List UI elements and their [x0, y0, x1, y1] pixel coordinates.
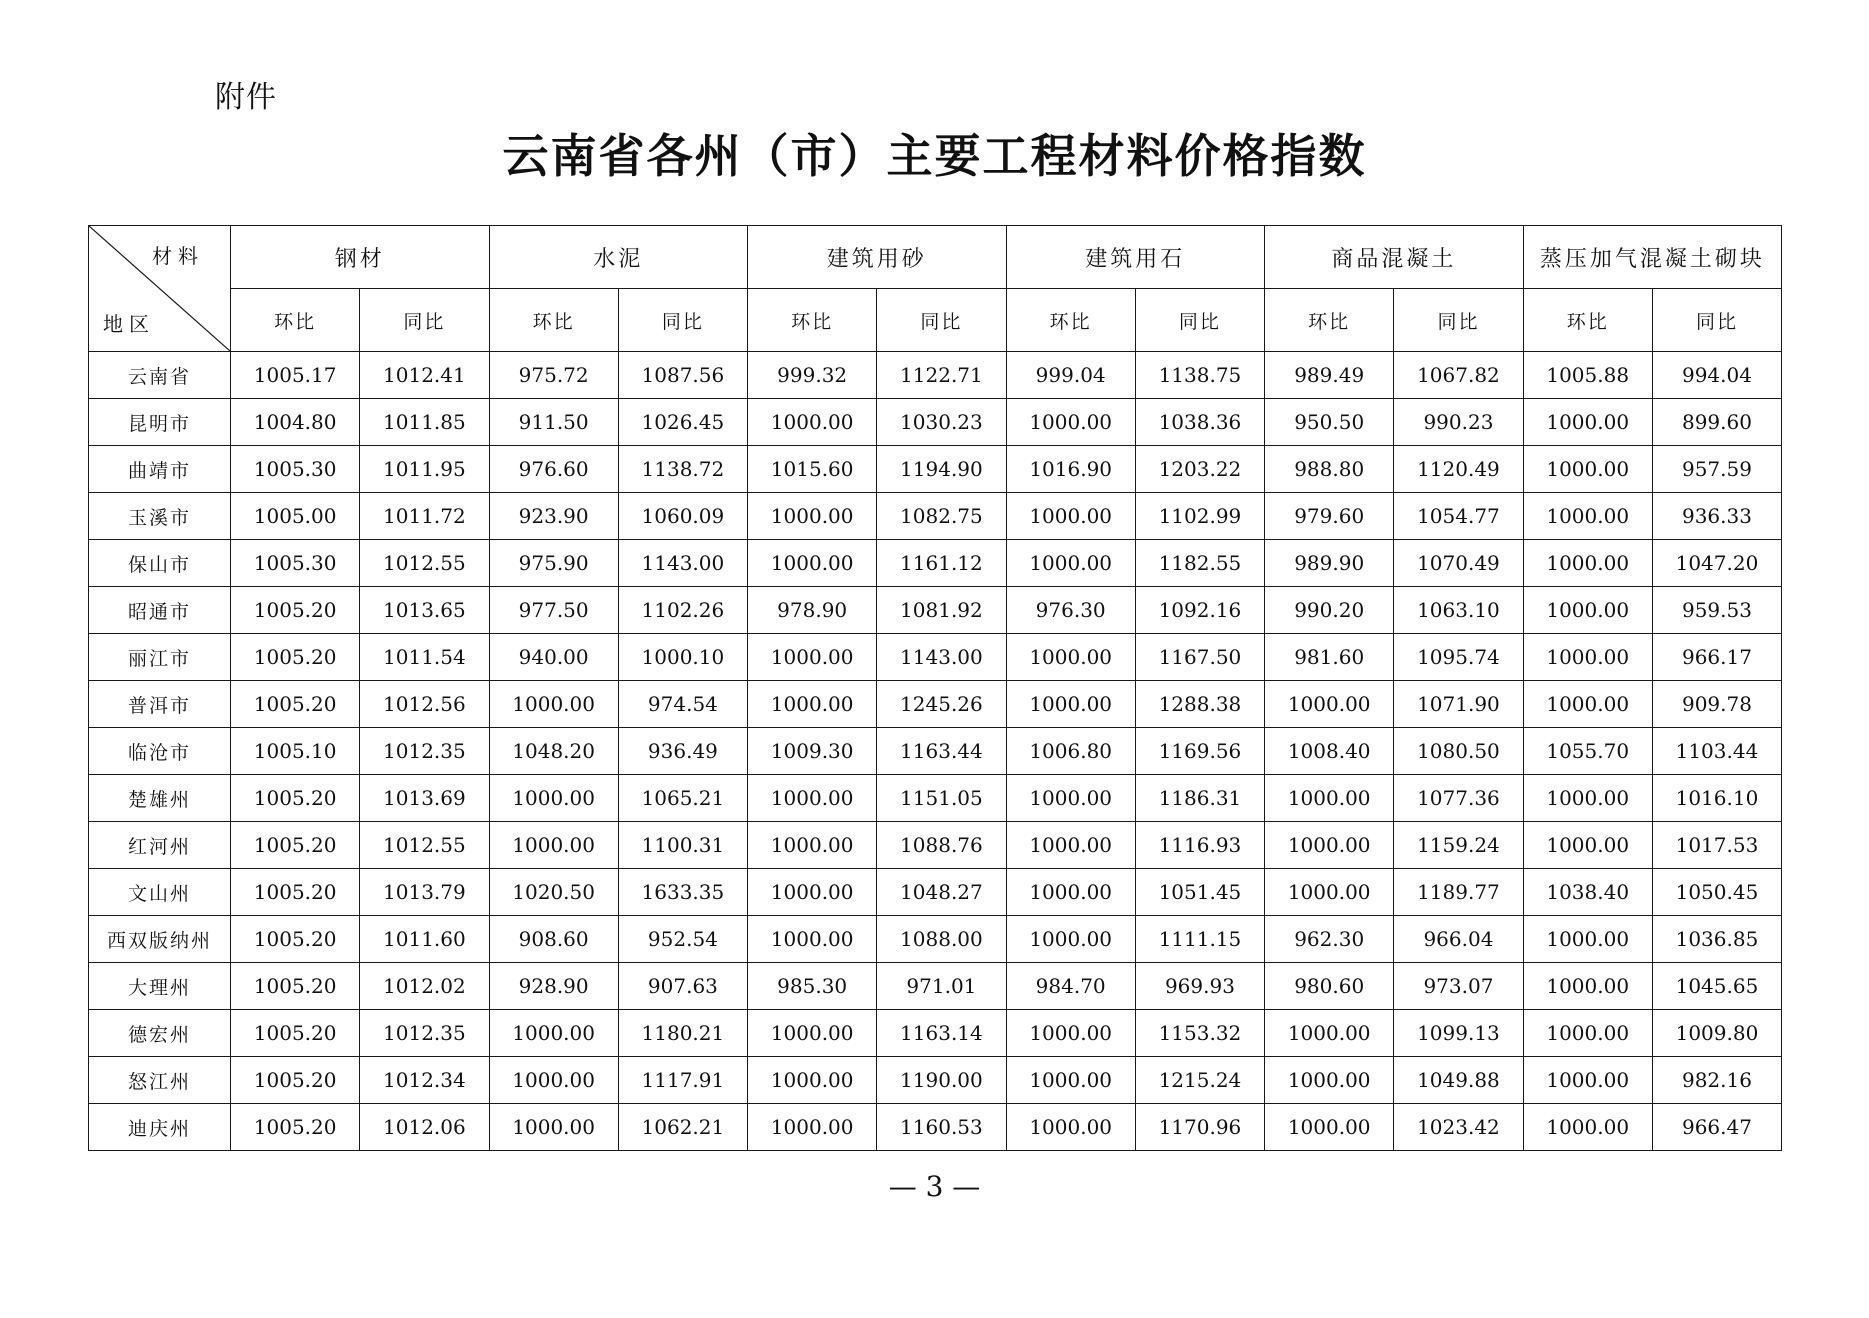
sub-header-mom: 环比: [748, 289, 877, 352]
index-value-cell: 1009.80: [1652, 1010, 1781, 1057]
index-value-cell: 1000.00: [1265, 1057, 1394, 1104]
corner-label-region: 地区: [103, 312, 155, 336]
index-value-cell: 1005.88: [1523, 352, 1652, 399]
index-value-cell: 1071.90: [1394, 681, 1523, 728]
region-cell: 怒江州: [89, 1057, 231, 1104]
index-value-cell: 1000.00: [1006, 1010, 1135, 1057]
index-value-cell: 1000.00: [1523, 916, 1652, 963]
index-value-cell: 1005.00: [231, 493, 360, 540]
index-value-cell: 974.54: [618, 681, 747, 728]
index-value-cell: 909.78: [1652, 681, 1781, 728]
index-value-cell: 1005.20: [231, 775, 360, 822]
index-value-cell: 940.00: [489, 634, 618, 681]
index-value-cell: 1000.00: [1523, 446, 1652, 493]
region-cell: 普洱市: [89, 681, 231, 728]
index-value-cell: 1633.35: [618, 869, 747, 916]
index-value-cell: 975.90: [489, 540, 618, 587]
index-value-cell: 1189.77: [1394, 869, 1523, 916]
index-value-cell: 966.04: [1394, 916, 1523, 963]
index-value-cell: 1013.69: [360, 775, 489, 822]
index-value-cell: 1000.00: [748, 399, 877, 446]
index-value-cell: 1100.31: [618, 822, 747, 869]
index-value-cell: 899.60: [1652, 399, 1781, 446]
index-value-cell: 1122.71: [877, 352, 1006, 399]
region-cell: 迪庆州: [89, 1104, 231, 1151]
index-value-cell: 1062.21: [618, 1104, 747, 1151]
region-cell: 德宏州: [89, 1010, 231, 1057]
index-value-cell: 1012.34: [360, 1057, 489, 1104]
index-value-cell: 959.53: [1652, 587, 1781, 634]
index-value-cell: 1167.50: [1135, 634, 1264, 681]
index-value-cell: 1159.24: [1394, 822, 1523, 869]
index-value-cell: 985.30: [748, 963, 877, 1010]
index-value-cell: 1000.00: [1006, 869, 1135, 916]
corner-label-material: 材料: [152, 244, 204, 268]
index-value-cell: 1138.75: [1135, 352, 1264, 399]
index-value-cell: 980.60: [1265, 963, 1394, 1010]
index-value-cell: 1012.55: [360, 540, 489, 587]
table-row: [89, 352, 1782, 399]
index-value-cell: 1000.00: [489, 1104, 618, 1151]
table-row: [89, 446, 1782, 493]
index-value-cell: 952.54: [618, 916, 747, 963]
table-row: [89, 587, 1782, 634]
index-value-cell: 981.60: [1265, 634, 1394, 681]
index-value-cell: 1082.75: [877, 493, 1006, 540]
index-value-cell: 1194.90: [877, 446, 1006, 493]
index-value-cell: 1005.20: [231, 822, 360, 869]
page-number: — 3 —: [888, 1170, 981, 1203]
index-value-cell: 978.90: [748, 587, 877, 634]
index-value-cell: 1015.60: [748, 446, 877, 493]
index-value-cell: 1099.13: [1394, 1010, 1523, 1057]
header-material-sand: 建筑用砂: [748, 226, 1007, 289]
table-row: [89, 399, 1782, 446]
index-value-cell: 1000.00: [1265, 822, 1394, 869]
index-value-cell: 1117.91: [618, 1057, 747, 1104]
index-value-cell: 1011.54: [360, 634, 489, 681]
index-value-cell: 1012.41: [360, 352, 489, 399]
index-value-cell: 1000.00: [1265, 1104, 1394, 1151]
index-value-cell: 1163.44: [877, 728, 1006, 775]
index-value-cell: 1012.56: [360, 681, 489, 728]
region-cell: 大理州: [89, 963, 231, 1010]
index-value-cell: 1045.65: [1652, 963, 1781, 1010]
sub-header-mom: 环比: [1523, 289, 1652, 352]
sub-header-yoy: 同比: [877, 289, 1006, 352]
index-value-cell: 1000.00: [1523, 963, 1652, 1010]
index-value-cell: 1060.09: [618, 493, 747, 540]
table-row: [89, 728, 1782, 775]
sub-header-yoy: 同比: [1394, 289, 1523, 352]
index-value-cell: 1000.00: [489, 822, 618, 869]
index-value-cell: 977.50: [489, 587, 618, 634]
region-cell: 文山州: [89, 869, 231, 916]
index-value-cell: 1000.00: [748, 634, 877, 681]
index-value-cell: 1009.30: [748, 728, 877, 775]
index-value-cell: 1011.85: [360, 399, 489, 446]
region-cell: 昆明市: [89, 399, 231, 446]
index-value-cell: 1049.88: [1394, 1057, 1523, 1104]
index-value-cell: 1065.21: [618, 775, 747, 822]
index-value-cell: 1000.00: [1006, 775, 1135, 822]
index-value-cell: 1000.00: [1006, 916, 1135, 963]
index-value-cell: 1000.00: [1006, 822, 1135, 869]
index-value-cell: 1000.00: [1523, 1104, 1652, 1151]
index-value-cell: 1169.56: [1135, 728, 1264, 775]
index-value-cell: 1000.00: [748, 869, 877, 916]
index-value-cell: 1012.35: [360, 728, 489, 775]
index-value-cell: 1004.80: [231, 399, 360, 446]
index-value-cell: 1000.00: [1265, 869, 1394, 916]
index-value-cell: 936.49: [618, 728, 747, 775]
index-value-cell: 1000.00: [1523, 399, 1652, 446]
index-value-cell: 1000.00: [489, 681, 618, 728]
index-value-cell: 1013.65: [360, 587, 489, 634]
index-value-cell: 1016.10: [1652, 775, 1781, 822]
header-material-aerated-block: 蒸压加气混凝土砌块: [1523, 226, 1782, 289]
index-value-cell: 971.01: [877, 963, 1006, 1010]
index-value-cell: 1143.00: [877, 634, 1006, 681]
index-value-cell: 1017.53: [1652, 822, 1781, 869]
index-value-cell: 1000.00: [1006, 681, 1135, 728]
index-value-cell: 966.47: [1652, 1104, 1781, 1151]
price-index-table: [88, 225, 1782, 1151]
index-value-cell: 1000.00: [1265, 775, 1394, 822]
region-cell: 云南省: [89, 352, 231, 399]
index-value-cell: 1160.53: [877, 1104, 1006, 1151]
sub-header-mom: 环比: [231, 289, 360, 352]
index-value-cell: 1063.10: [1394, 587, 1523, 634]
index-value-cell: 1000.00: [1265, 681, 1394, 728]
index-value-cell: 1038.40: [1523, 869, 1652, 916]
index-value-cell: 1000.00: [748, 1057, 877, 1104]
index-value-cell: 1087.56: [618, 352, 747, 399]
index-value-cell: 979.60: [1265, 493, 1394, 540]
index-value-cell: 1180.21: [618, 1010, 747, 1057]
index-value-cell: 923.90: [489, 493, 618, 540]
index-value-cell: 1006.80: [1006, 728, 1135, 775]
index-value-cell: 1151.05: [877, 775, 1006, 822]
sub-header-yoy: 同比: [360, 289, 489, 352]
index-value-cell: 1000.10: [618, 634, 747, 681]
index-value-cell: 1077.36: [1394, 775, 1523, 822]
index-value-cell: 1000.00: [1523, 634, 1652, 681]
index-value-cell: 990.20: [1265, 587, 1394, 634]
index-value-cell: 1000.00: [1006, 493, 1135, 540]
index-value-cell: 1005.30: [231, 446, 360, 493]
index-value-cell: 984.70: [1006, 963, 1135, 1010]
sub-header-yoy: 同比: [618, 289, 747, 352]
index-value-cell: 1000.00: [1006, 399, 1135, 446]
table-row: [89, 1057, 1782, 1104]
index-value-cell: 1005.17: [231, 352, 360, 399]
index-value-cell: 1000.00: [748, 681, 877, 728]
index-value-cell: 1000.00: [748, 1010, 877, 1057]
index-value-cell: 1000.00: [1265, 1010, 1394, 1057]
index-value-cell: 907.63: [618, 963, 747, 1010]
index-value-cell: 1000.00: [489, 1057, 618, 1104]
table-row: [89, 869, 1782, 916]
index-value-cell: 989.49: [1265, 352, 1394, 399]
index-value-cell: 1000.00: [1523, 1057, 1652, 1104]
region-cell: 曲靖市: [89, 446, 231, 493]
index-value-cell: 1000.00: [1006, 540, 1135, 587]
index-value-cell: 1000.00: [489, 1010, 618, 1057]
index-value-cell: 1102.99: [1135, 493, 1264, 540]
index-value-cell: 1000.00: [1523, 587, 1652, 634]
index-value-cell: 1050.45: [1652, 869, 1781, 916]
index-value-cell: 1000.00: [748, 822, 877, 869]
index-value-cell: 1000.00: [1523, 493, 1652, 540]
table-row: [89, 634, 1782, 681]
sub-header-yoy: 同比: [1135, 289, 1264, 352]
index-value-cell: 1000.00: [1006, 1057, 1135, 1104]
index-value-cell: 908.60: [489, 916, 618, 963]
attachment-label: 附件: [215, 80, 277, 115]
index-value-cell: 1000.00: [748, 775, 877, 822]
index-value-cell: 936.33: [1652, 493, 1781, 540]
index-value-cell: 1011.60: [360, 916, 489, 963]
index-value-cell: 1036.85: [1652, 916, 1781, 963]
region-cell: 保山市: [89, 540, 231, 587]
table-row: [89, 681, 1782, 728]
index-value-cell: 1023.42: [1394, 1104, 1523, 1151]
index-value-cell: 950.50: [1265, 399, 1394, 446]
index-value-cell: 1092.16: [1135, 587, 1264, 634]
index-value-cell: 1026.45: [618, 399, 747, 446]
table-row: [89, 1010, 1782, 1057]
index-value-cell: 1245.26: [877, 681, 1006, 728]
index-value-cell: 1288.38: [1135, 681, 1264, 728]
index-value-cell: 976.30: [1006, 587, 1135, 634]
table-row: [89, 493, 1782, 540]
index-value-cell: 1016.90: [1006, 446, 1135, 493]
index-value-cell: 962.30: [1265, 916, 1394, 963]
index-value-cell: 976.60: [489, 446, 618, 493]
index-value-cell: 1005.20: [231, 916, 360, 963]
index-value-cell: 1103.44: [1652, 728, 1781, 775]
index-value-cell: 1000.00: [1523, 1010, 1652, 1057]
index-value-cell: 1005.20: [231, 587, 360, 634]
index-value-cell: 928.90: [489, 963, 618, 1010]
index-value-cell: 1170.96: [1135, 1104, 1264, 1151]
index-value-cell: 1048.20: [489, 728, 618, 775]
index-value-cell: 1051.45: [1135, 869, 1264, 916]
index-value-cell: 1102.26: [618, 587, 747, 634]
header-material-cement: 水泥: [489, 226, 748, 289]
index-value-cell: 911.50: [489, 399, 618, 446]
region-cell: 楚雄州: [89, 775, 231, 822]
index-value-cell: 1020.50: [489, 869, 618, 916]
index-value-cell: 973.07: [1394, 963, 1523, 1010]
index-value-cell: 1088.00: [877, 916, 1006, 963]
table-corner-header: [89, 226, 231, 352]
header-material-steel: 钢材: [231, 226, 490, 289]
header-material-concrete: 商品混凝土: [1265, 226, 1524, 289]
region-cell: 西双版纳州: [89, 916, 231, 963]
index-value-cell: 1005.20: [231, 681, 360, 728]
table-row: [89, 1104, 1782, 1151]
index-value-cell: 1120.49: [1394, 446, 1523, 493]
table-row: [89, 540, 1782, 587]
sub-header-row: [89, 289, 1782, 352]
index-value-cell: 1000.00: [748, 540, 877, 587]
index-value-cell: 1215.24: [1135, 1057, 1264, 1104]
index-value-cell: 1047.20: [1652, 540, 1781, 587]
index-value-cell: 969.93: [1135, 963, 1264, 1010]
region-cell: 丽江市: [89, 634, 231, 681]
region-cell: 昭通市: [89, 587, 231, 634]
index-value-cell: 1000.00: [489, 775, 618, 822]
index-value-cell: 994.04: [1652, 352, 1781, 399]
index-value-cell: 1088.76: [877, 822, 1006, 869]
index-value-cell: 1000.00: [1006, 1104, 1135, 1151]
index-value-cell: 1005.20: [231, 1010, 360, 1057]
table-row: [89, 916, 1782, 963]
header-material-stone: 建筑用石: [1006, 226, 1265, 289]
index-value-cell: 1000.00: [1523, 681, 1652, 728]
table-row: [89, 963, 1782, 1010]
index-value-cell: 1005.20: [231, 869, 360, 916]
region-cell: 玉溪市: [89, 493, 231, 540]
index-value-cell: 1000.00: [1523, 775, 1652, 822]
sub-header-mom: 环比: [1265, 289, 1394, 352]
index-value-cell: 975.72: [489, 352, 618, 399]
index-value-cell: 1000.00: [1523, 822, 1652, 869]
index-value-cell: 1095.74: [1394, 634, 1523, 681]
index-value-cell: 1005.20: [231, 1104, 360, 1151]
index-value-cell: 1005.10: [231, 728, 360, 775]
index-value-cell: 1012.35: [360, 1010, 489, 1057]
index-value-cell: 1038.36: [1135, 399, 1264, 446]
index-value-cell: 1081.92: [877, 587, 1006, 634]
index-value-cell: 1067.82: [1394, 352, 1523, 399]
index-value-cell: 1011.72: [360, 493, 489, 540]
index-value-cell: 1012.06: [360, 1104, 489, 1151]
index-value-cell: 999.32: [748, 352, 877, 399]
index-value-cell: 989.90: [1265, 540, 1394, 587]
index-value-cell: 1143.00: [618, 540, 747, 587]
index-value-cell: 1012.02: [360, 963, 489, 1010]
sub-header-yoy: 同比: [1652, 289, 1781, 352]
index-value-cell: 1054.77: [1394, 493, 1523, 540]
document-title: 云南省各州（市）主要工程材料价格指数: [502, 129, 1367, 183]
index-value-cell: 1000.00: [748, 493, 877, 540]
index-value-cell: 990.23: [1394, 399, 1523, 446]
index-value-cell: 1013.79: [360, 869, 489, 916]
index-value-cell: 1070.49: [1394, 540, 1523, 587]
index-value-cell: 999.04: [1006, 352, 1135, 399]
index-value-cell: 1161.12: [877, 540, 1006, 587]
region-cell: 临沧市: [89, 728, 231, 775]
index-value-cell: 1008.40: [1265, 728, 1394, 775]
index-value-cell: 1005.20: [231, 634, 360, 681]
index-value-cell: 1005.20: [231, 963, 360, 1010]
index-value-cell: 1048.27: [877, 869, 1006, 916]
index-value-cell: 1005.30: [231, 540, 360, 587]
index-value-cell: 1000.00: [1006, 634, 1135, 681]
index-value-cell: 1080.50: [1394, 728, 1523, 775]
index-value-cell: 1012.55: [360, 822, 489, 869]
index-value-cell: 1111.15: [1135, 916, 1264, 963]
index-value-cell: 1203.22: [1135, 446, 1264, 493]
sub-header-mom: 环比: [489, 289, 618, 352]
table-body: [89, 352, 1782, 1151]
region-cell: 红河州: [89, 822, 231, 869]
table-row: [89, 822, 1782, 869]
sub-header-mom: 环比: [1006, 289, 1135, 352]
index-value-cell: 1116.93: [1135, 822, 1264, 869]
index-value-cell: 1011.95: [360, 446, 489, 493]
index-value-cell: 1000.00: [748, 1104, 877, 1151]
index-value-cell: 1182.55: [1135, 540, 1264, 587]
table-row: [89, 775, 1782, 822]
index-value-cell: 1005.20: [231, 1057, 360, 1104]
index-value-cell: 1030.23: [877, 399, 1006, 446]
index-value-cell: 1055.70: [1523, 728, 1652, 775]
index-value-cell: 1186.31: [1135, 775, 1264, 822]
index-value-cell: 1190.00: [877, 1057, 1006, 1104]
index-value-cell: 982.16: [1652, 1057, 1781, 1104]
index-value-cell: 1138.72: [618, 446, 747, 493]
index-value-cell: 957.59: [1652, 446, 1781, 493]
index-value-cell: 988.80: [1265, 446, 1394, 493]
index-value-cell: 966.17: [1652, 634, 1781, 681]
index-value-cell: 1000.00: [748, 916, 877, 963]
index-value-cell: 1153.32: [1135, 1010, 1264, 1057]
index-value-cell: 1000.00: [1523, 540, 1652, 587]
index-value-cell: 1163.14: [877, 1010, 1006, 1057]
